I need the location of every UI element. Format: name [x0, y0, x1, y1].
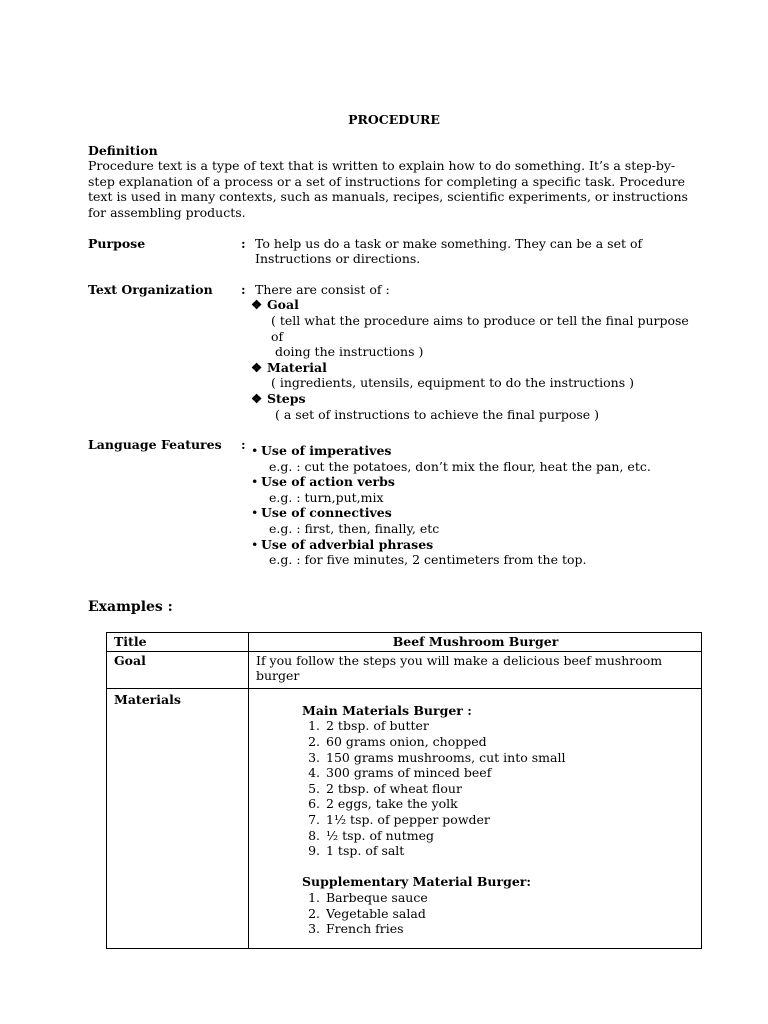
list-item: 7. 1½ tsp. of pepper powder: [324, 812, 695, 828]
definition-heading: Definition: [88, 142, 158, 158]
diamond-bullet-icon: ❖: [251, 359, 263, 375]
title-label-cell: Title: [107, 633, 249, 652]
org-item-desc: doing the instructions ): [275, 344, 424, 360]
bullet-dot-icon: •: [251, 536, 259, 552]
list-item: 3. 150 grams mushrooms, cut into small: [324, 750, 695, 766]
supplementary-materials-list: [302, 890, 695, 937]
language-features-colon: :: [241, 437, 246, 453]
org-item-material: [241, 360, 700, 376]
materials-value-cell: [249, 688, 702, 948]
org-item-name: Steps: [267, 390, 306, 406]
materials-label-cell: Materials: [107, 688, 249, 948]
goal-value-cell: If you follow the steps you will make a delicious beef mushroom burger: [249, 651, 702, 688]
text-organization-section: [88, 282, 700, 422]
list-item: 2. Vegetable salad: [324, 906, 695, 922]
text-organization-colon: :: [241, 281, 246, 297]
purpose-line-2: Instructions or directions.: [255, 251, 421, 267]
main-materials-heading: Main Materials Burger :: [302, 702, 472, 718]
org-item-steps: [241, 391, 700, 407]
text-organization-label: Text Organization: [88, 281, 213, 297]
supplementary-materials-heading: Supplementary Material Burger:: [302, 874, 531, 890]
feature-name: Use of connectives: [261, 505, 392, 521]
purpose-label: Purpose: [88, 235, 146, 251]
bullet-dot-icon: •: [251, 443, 259, 458]
bullet-dot-icon: •: [251, 505, 259, 521]
title-value-cell: Beef Mushroom Burger: [249, 633, 702, 652]
feature-item: [251, 474, 711, 490]
org-item-desc: ( a set of instructions to achieve the final purpose ): [275, 406, 600, 422]
purpose-section: [88, 236, 700, 267]
list-item: 1. 2 tbsp. of butter: [324, 718, 695, 734]
list-item: 2. 60 grams onion, chopped: [324, 734, 695, 750]
list-item: 9. 1 tsp. of salt: [324, 843, 695, 859]
page-title: PROCEDURE: [348, 112, 440, 127]
list-item: 4. 300 grams of minced beef: [324, 765, 695, 781]
language-features-label: Language Features: [88, 437, 222, 453]
goal-label-cell: Goal: [107, 651, 249, 688]
main-materials-list: [302, 718, 695, 858]
text-organization-intro: There are consist of :: [255, 281, 390, 297]
list-item: 5. 2 tbsp. of wheat flour: [324, 781, 695, 797]
list-item: 6. 2 eggs, take the yolk: [324, 796, 695, 812]
feature-example: e.g. : turn,put,mix: [269, 489, 384, 505]
org-item-desc: ( tell what the procedure aims to produce or tell the final purpose of: [271, 312, 689, 344]
example-table: [106, 632, 702, 949]
list-item: 1. Barbeque sauce: [324, 890, 695, 906]
org-item-name: Material: [267, 359, 327, 375]
feature-name: Use of adverbial phrases: [261, 536, 434, 552]
bullet-dot-icon: •: [251, 474, 259, 490]
table-row-goal: [107, 651, 702, 688]
list-item: 8. ½ tsp. of nutmeg: [324, 828, 695, 844]
org-item-goal: [241, 297, 700, 313]
purpose-line-1: To help us do a task or make something. They can be a set of: [255, 235, 643, 251]
table-row-materials: [107, 688, 702, 948]
feature-example: e.g. : first, then, finally, etc: [269, 520, 440, 536]
feature-name: Use of action verbs: [261, 474, 395, 490]
org-item-desc: ( ingredients, utensils, equipment to do the instructions ): [271, 375, 634, 391]
feature-example: e.g. : for five minutes, 2 centimeters from the top.: [269, 552, 587, 568]
examples-heading: Examples :: [88, 599, 173, 615]
diamond-bullet-icon: ❖: [251, 390, 263, 406]
list-item: 3. French fries: [324, 921, 695, 937]
feature-item: [251, 505, 711, 521]
feature-name: Use of imperatives: [261, 443, 392, 458]
org-item-name: Goal: [267, 297, 299, 313]
feature-item: [251, 443, 711, 459]
definition-text: Procedure text is a type of text that is written to explain how to do something. It’s a step-by-step explanation of a process or a set of instructions for completing a specific task. Procedure text is used in many contexts, such as manuals, recipes, scientific experiments, or instructions for assembling products.: [88, 158, 688, 220]
document-page: [88, 112, 700, 468]
language-features-list: [251, 443, 711, 568]
purpose-colon: :: [241, 235, 246, 251]
feature-example: e.g. : cut the potatoes, don’t mix the flour, heat the pan, etc.: [269, 458, 651, 474]
table-row-title: [107, 633, 702, 652]
feature-item: [251, 537, 711, 553]
diamond-bullet-icon: ❖: [251, 297, 263, 313]
definition-section: [88, 143, 700, 221]
